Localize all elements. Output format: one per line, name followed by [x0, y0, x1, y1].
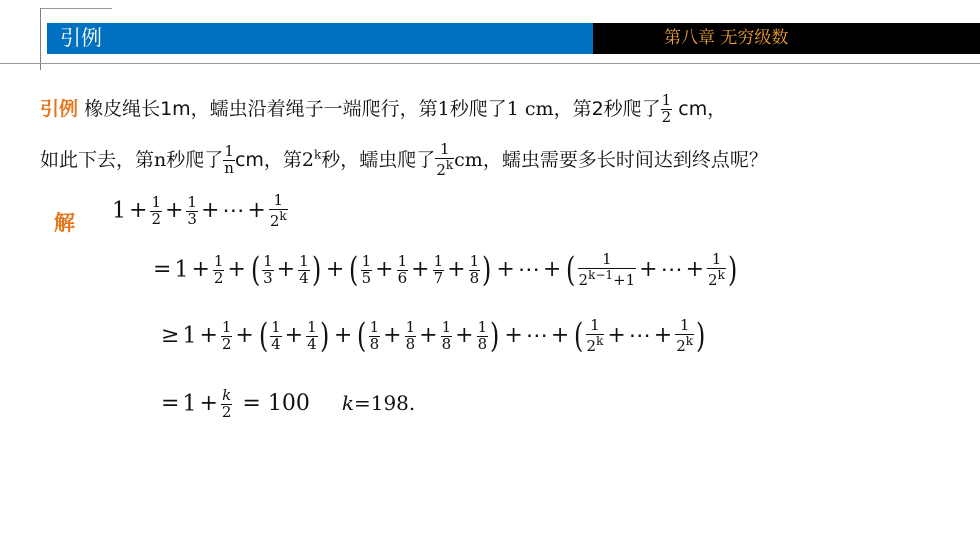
problem-text-1a: 橡皮绳长1m，蠕虫沿着绳子一端爬行，第	[84, 97, 438, 120]
problem-line-2: 如此下去，第n秒爬了 $\frac{1}{n}$ cm，第2$^k$秒，蠕虫爬了 $\frac{1}{2^k}$ cm，蠕虫需要多长时间达到终点呢？	[40, 140, 768, 179]
math-line-1: 1 + $\frac{1}{2}$ + $\frac{1}{3}$ + ⋯ + $\frac{1}{2^k}$	[112, 191, 287, 230]
slide-title: 引例	[60, 26, 102, 50]
problem-line-1: 引例 橡皮绳长1m，蠕虫沿着绳子一端爬行，第1秒爬了1 cm，第2秒爬了 $\frac{1}{2}$ cm，	[40, 91, 727, 126]
math-line-2: = 1 + $\frac{1}{2}$ + ( $\frac{1}{3}$ + $\frac{1}{4}$ ) + ( $\frac{1}{5}$ + $\frac{1}{6}$ + $\frac{1}{7}$ + $\frac{1}{8}$ ) + ⋯ + ( $\frac{1}{2^{k-1}+1}$ + ⋯ + $\frac{1}{2^k}$ )	[153, 250, 738, 291]
vertical-rule	[40, 8, 41, 70]
solution-label: 解	[54, 211, 75, 235]
top-rule	[40, 8, 112, 9]
title-bar	[47, 23, 593, 54]
fraction-1-over-2k: $\frac{1}{2^k}$	[436, 140, 454, 179]
fraction-half: $\frac{1}{2}$	[661, 91, 672, 126]
header-rule	[0, 63, 980, 64]
fraction-1-over-n: $\frac{1}{n}$	[224, 142, 234, 177]
math-line-3: ≥ 1 + $\frac{1}{2}$ + ( $\frac{1}{4}$ + $\frac{1}{4}$ ) + ( $\frac{1}{8}$ + $\frac{1}{8}$ + $\frac{1}{8}$ + $\frac{1}{8}$ ) + ⋯ + ( $\frac{1}{2^k}$ + ⋯ + $\frac{1}{2^k}$ )	[161, 316, 706, 357]
problem-label: 引例	[40, 97, 79, 120]
math-line-4: = 1 + $\frac{k}{2}$ = 100 k=198.	[161, 386, 416, 421]
chapter-title: 第八章 无穷级数	[664, 28, 789, 48]
